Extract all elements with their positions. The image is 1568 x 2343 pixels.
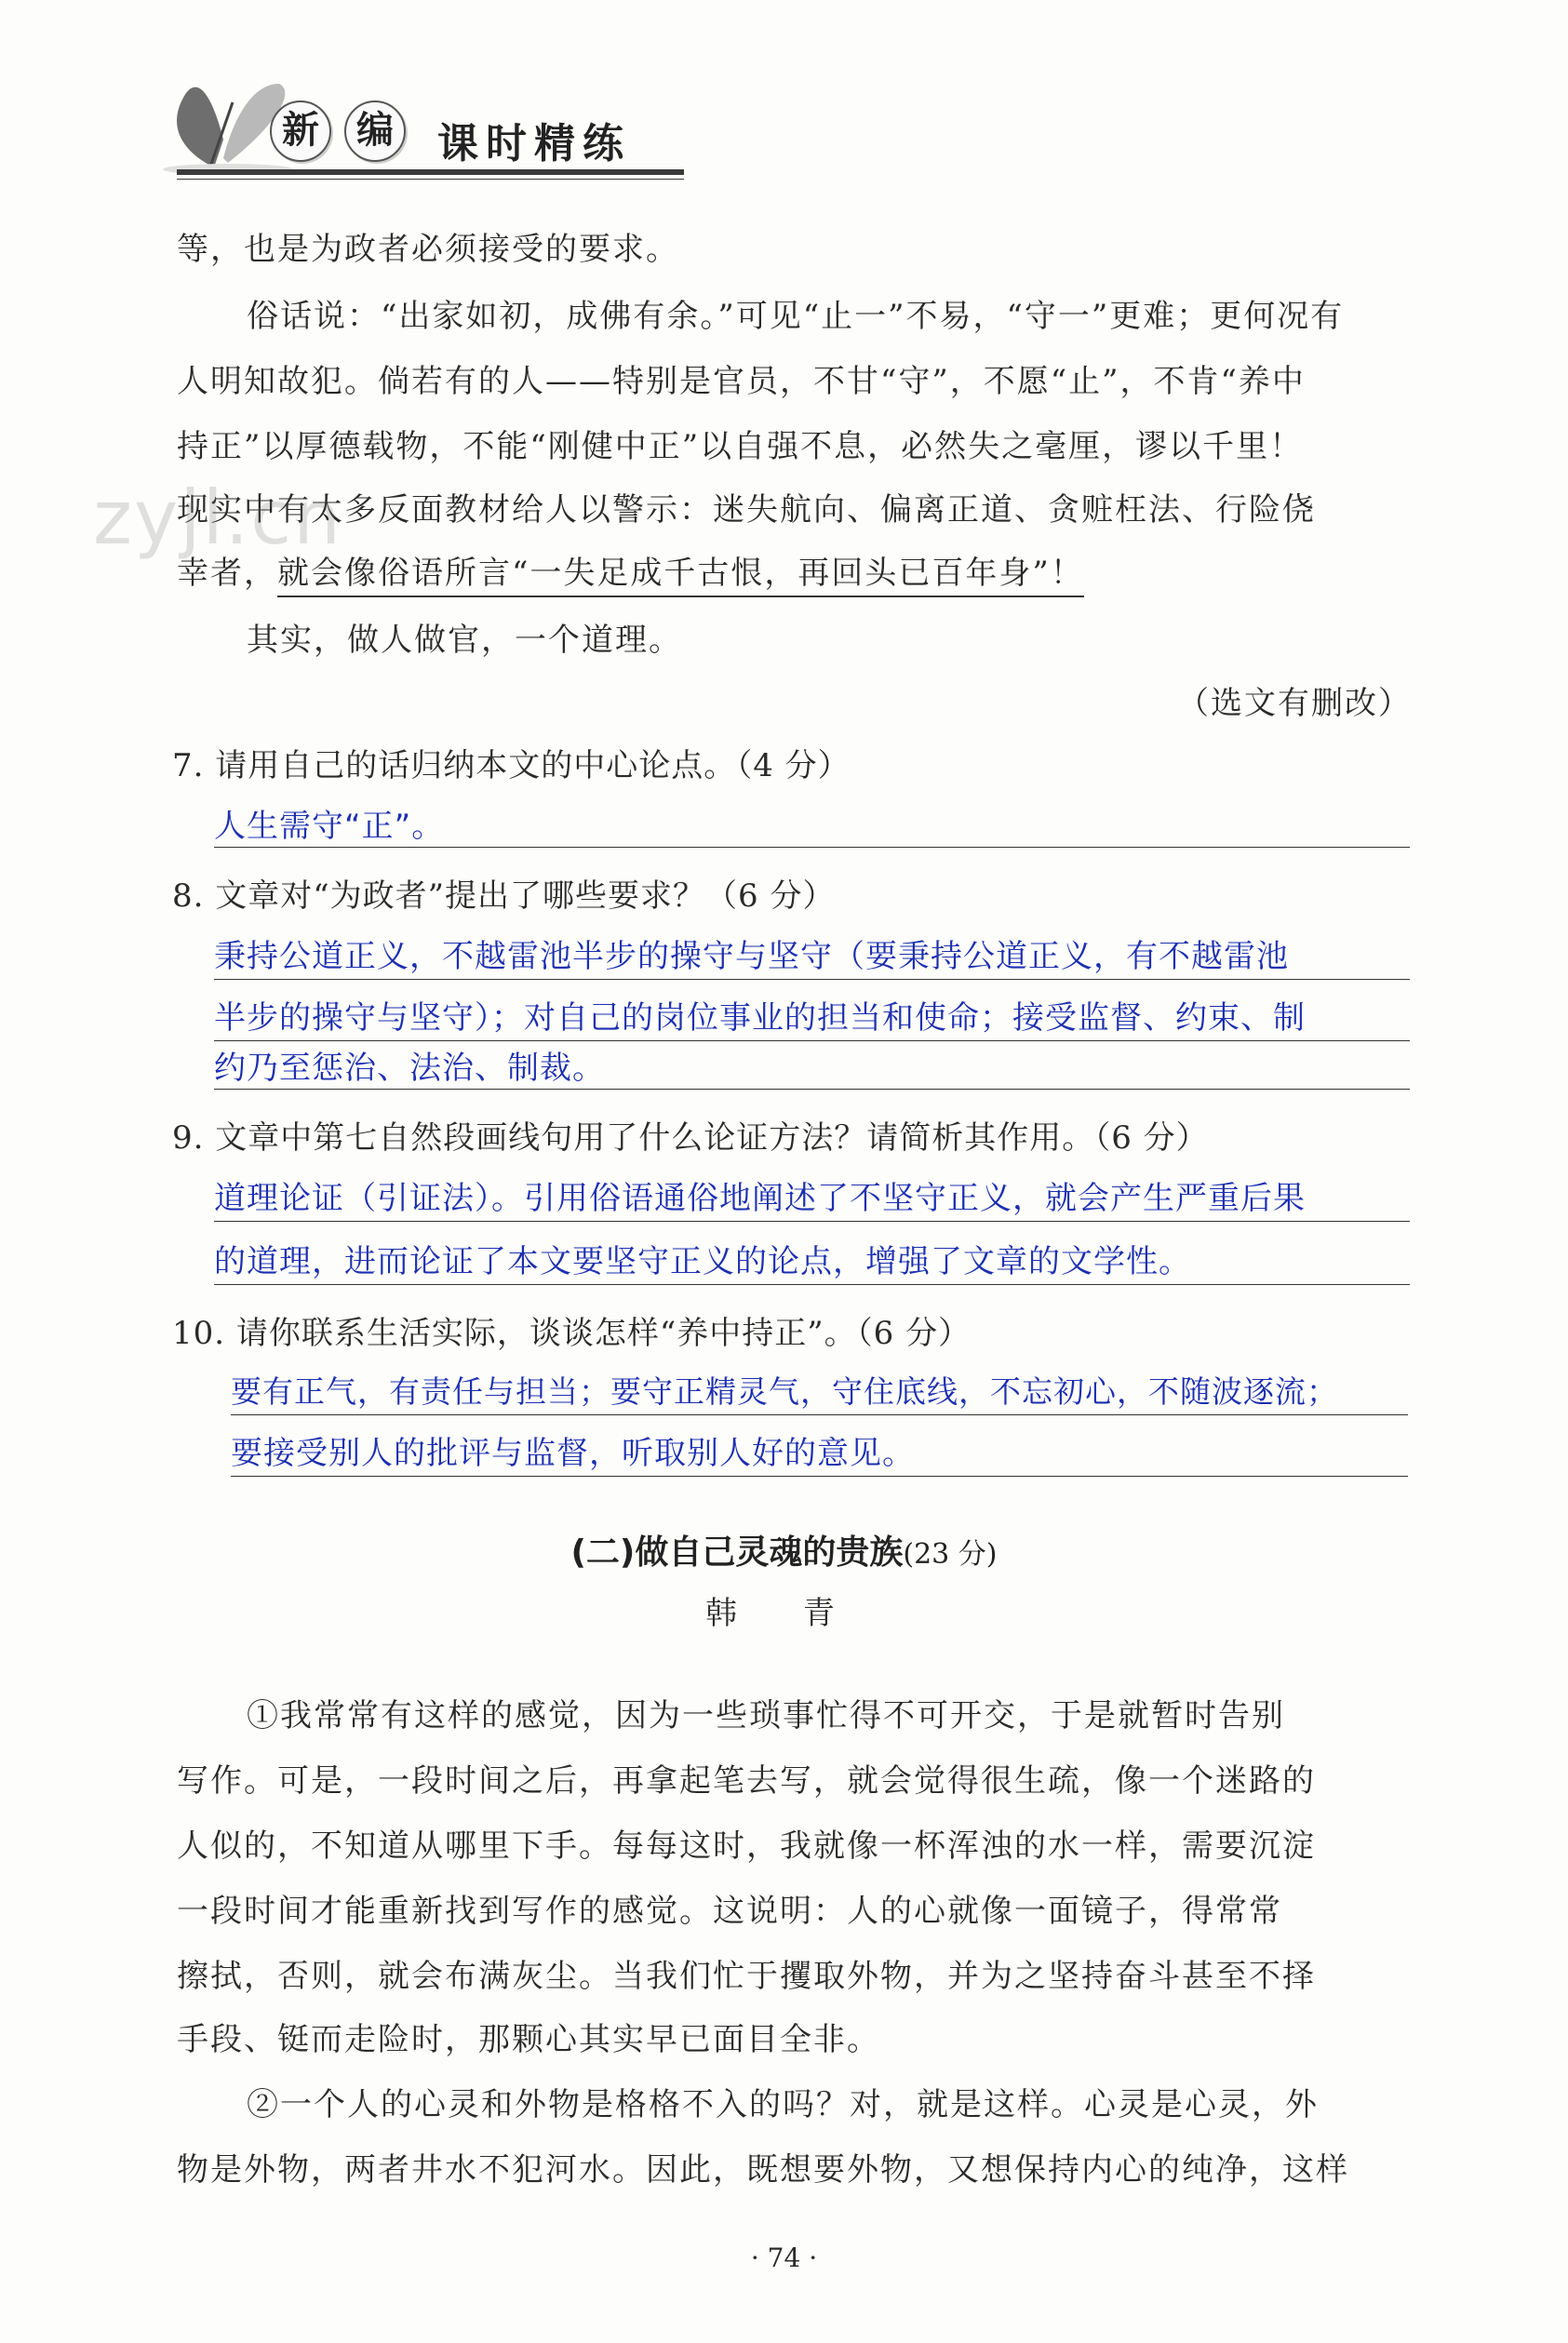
question-8: 8. 文章对“为政者”提出了哪些要求？（6 分） [172, 877, 836, 915]
answer-rule [214, 1221, 1410, 1222]
passage-line: 持正”以厚德载物，不能“刚健中正”以自强不息，必然失之毫厘，谬以千里！ [177, 428, 1304, 465]
header-rule-thin [177, 179, 684, 180]
passage-line: 等，也是为政者必须接受的要求。 [177, 231, 679, 268]
answer-rule [231, 1476, 1408, 1477]
watermark: zyjl.cn [93, 475, 342, 561]
section-2-line: 一段时间才能重新找到写作的感觉。这说明：人的心就像一面镜子，得常常 [177, 1893, 1282, 1930]
answer-rule [231, 1414, 1408, 1415]
answer-10-line-1: 要有正气，有责任与担当；要守正精灵气，守住底线，不忘初心，不随波逐流； [231, 1373, 1338, 1410]
answer-rule [214, 1089, 1410, 1090]
brand-char-xin: 新 [270, 100, 331, 162]
source-note: （选文有删改） [1177, 685, 1412, 722]
answer-rule [214, 847, 1410, 848]
passage-line: 俗话说：“出家如初，成佛有余。”可见“止一”不易，“守一”更难；更何况有 [247, 298, 1345, 335]
section-2-line: 手段、铤而走险时，那颗心其实早已面目全非。 [177, 2021, 880, 2058]
section-2-line: 写作。可是，一段时间之后，再拿起笔去写，就会觉得很生疏，像一个迷路的 [177, 1762, 1316, 1800]
section-2-line: ①我常常有这样的感觉，因为一些琐事忙得不可开交，于是就暂时告别 [247, 1697, 1285, 1734]
header-rule [177, 169, 684, 175]
header-logo [158, 65, 698, 177]
answer-rule [214, 979, 1410, 980]
section-2-line: ②一个人的心灵和外物是格格不入的吗？对，就是这样。心灵是心灵，外 [247, 2086, 1319, 2123]
answer-9-line-2: 的道理，进而论证了本文要坚守正义的论点，增强了文章的文学性。 [214, 1243, 1191, 1280]
series-title: 课时精练 [437, 120, 631, 167]
underlined-quote: 就会像俗语所言“一失足成千古恨，再回头已百年身”！ [277, 555, 1084, 597]
passage-line: 其实，做人做官，一个道理。 [247, 622, 682, 659]
section-2-title-text: (二)做自己灵魂的贵族 [570, 1533, 904, 1572]
passage-line: 人明知故犯。倘若有的人——特别是官员，不甘“守”，不愿“止”，不肯“养中 [177, 363, 1306, 400]
answer-8-line-2: 半步的操守与坚守）；对自己的岗位事业的担当和使命；接受监督、约束、制 [214, 999, 1306, 1037]
section-2-line: 物是外物，两者井水不犯河水。因此，既想要外物，又想保持内心的纯净，这样 [177, 2151, 1349, 2189]
answer-7-line-1: 人生需守“正”。 [214, 808, 445, 845]
author: 韩 青 [705, 1595, 863, 1632]
answer-8-line-3: 约乃至惩治、法治、制裁。 [214, 1050, 605, 1087]
answer-rule [214, 1284, 1410, 1285]
answer-rule [214, 1040, 1410, 1041]
passage-line: 现实中有太多反面教材给人以警示：迷失航向、偏离正道、贪赃枉法、行险侥 [177, 491, 1316, 529]
page-number: · 74 · [750, 2243, 818, 2273]
answer-10-line-2: 要接受别人的批评与监督，听取别人好的意见。 [231, 1435, 915, 1472]
question-7: 7. 请用自己的话归纳本文的中心论点。（4 分） [172, 747, 851, 784]
brand-char-bian: 编 [344, 100, 406, 162]
section-2-title [0, 1526, 1568, 1573]
section-2-line: 人似的，不知道从哪里下手。每每这时，我就像一杯浑浊的水一样，需要沉淀 [177, 1828, 1316, 1865]
answer-9-line-1: 道理论证（引证法）。引用俗语通俗地阐述了不坚守正义，就会产生严重后果 [214, 1180, 1306, 1217]
section-2-score: (23 分) [903, 1538, 998, 1571]
answer-8-line-1: 秉持公道正义，不越雷池半步的操守与坚守（要秉持公道正义，有不越雷池 [214, 938, 1289, 975]
question-9: 9. 文章中第七自然段画线句用了什么论证方法？请简析其作用。（6 分） [172, 1119, 1209, 1157]
section-2-line: 擦拭，否则，就会布满灰尘。当我们忙于攫取外物，并为之坚持奋斗甚至不择 [177, 1958, 1316, 1995]
question-10: 10. 请你联系生活实际，谈谈怎样“养中持正”。（6 分） [172, 1315, 972, 1352]
passage-line-prefix: 幸者， [177, 555, 277, 592]
